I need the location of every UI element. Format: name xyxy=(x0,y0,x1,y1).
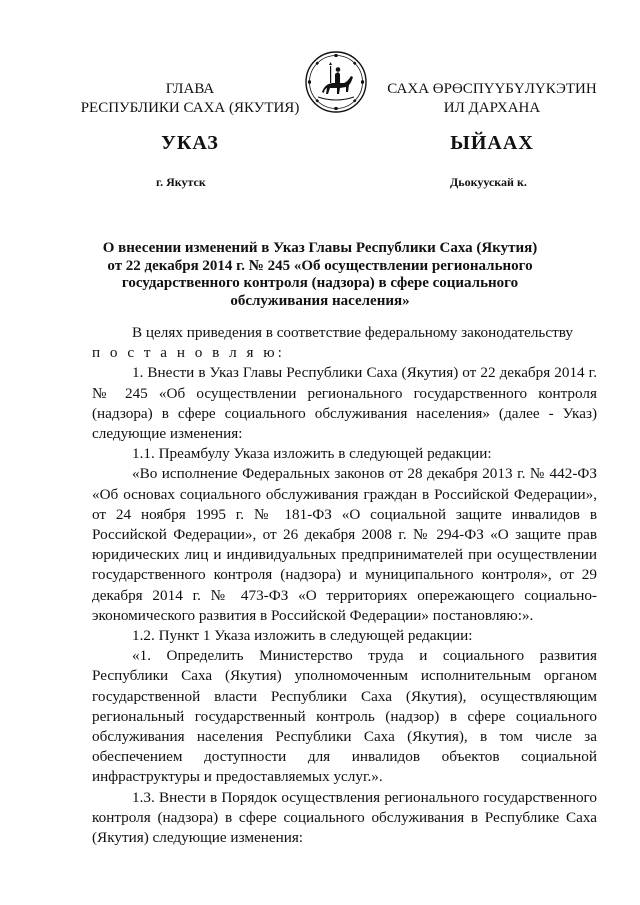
paragraph-1-2: 1.2. Пункт 1 Указа изложить в следующей редакции: xyxy=(132,627,473,645)
title-line3: государственного контроля (надзора) в сфере социального xyxy=(121,275,519,291)
paragraph-1: 1. Внести в Указ Главы Республики Саха (Якутия) от 22 декабря 2014 г. № 245 «Об осуществлении регионального государственного контроля (надзора) в сфере социального обслуживания населения» (далее - Указ) следующие изменения: xyxy=(92,364,597,443)
coat-of-arms-emblem xyxy=(304,50,368,114)
header-right xyxy=(372,80,612,118)
decree-body xyxy=(92,323,597,848)
decree-label-russian: УКАЗ xyxy=(161,132,219,154)
decree-label-yakut: ЫЙААХ xyxy=(450,132,534,154)
header-right-line1: САХА ӨРӨСПҮҮБҮЛҮКЭТИН xyxy=(387,81,597,97)
title-line1: О внесении изменений в Указ Главы Республики Саха (Якутия) xyxy=(102,240,538,256)
paragraph-1-1: 1.1. Преамбулу Указа изложить в следующей редакции: xyxy=(132,445,492,463)
city-russian: г. Якутск xyxy=(156,175,206,189)
paragraph-preamble-text: «Во исполнение Федеральных законов от 28 декабря 2013 г. № 442-ФЗ «Об основах социального обслуживания граждан в Российской Федерации», от 24 ноября 1995 г. № 181-ФЗ «О социальной защите инвалидов в Российской Федерации», от 26 декабря 2008 г. № 294-ФЗ «О защите прав юридических лиц и индивидуальных предпринимателей при осуществлении государственного контроля (надзора) и муниципального контроля», от 29 декабря 2014 г. № 473-ФЗ «О территориях опережающего социально-экономического развития в Российской Федерации» постановляю:». xyxy=(92,465,597,624)
title-line4: обслуживания населения» xyxy=(230,292,410,309)
city-yakut: Дьокуускай к. xyxy=(450,175,527,189)
header-left-line1: ГЛАВА xyxy=(165,81,215,97)
header-right-line2: ИЛ ДАРХАНА xyxy=(443,100,541,116)
decree-title xyxy=(96,240,544,310)
paragraph-1-3: 1.3. Внести в Порядок осуществления регионального государственного контроля (надзора) в сфере социального обслуживания в Республике Саха (Якутия) следующие изменения: xyxy=(92,788,597,847)
intro-paragraph: В целях приведения в соответствие федеральному законодательству xyxy=(132,324,573,341)
header-left-line2: РЕСПУБЛИКИ САХА (ЯКУТИЯ) xyxy=(80,100,300,116)
document-header xyxy=(0,0,640,215)
title-line2: от 22 декабря 2014 г. № 245 «Об осуществлении регионального xyxy=(107,257,533,274)
resolve-word: п о с т а н о в л я ю: xyxy=(92,344,285,362)
paragraph-item-1-text: «1. Определить Министерство труда и социального развития Республики Саха (Якутия) уполномоченным исполнительным органом государственной власти Республики Саха (Якутия), осуществляющим региональный государственный контроль (надзор) в сфере социального обслуживания населения Республики Саха (Якутия), в том числе за обеспечением доступности для инвалидов объектов социальной инфраструктуры и предоставляемых услуг.». xyxy=(92,647,597,786)
header-left xyxy=(80,80,300,118)
